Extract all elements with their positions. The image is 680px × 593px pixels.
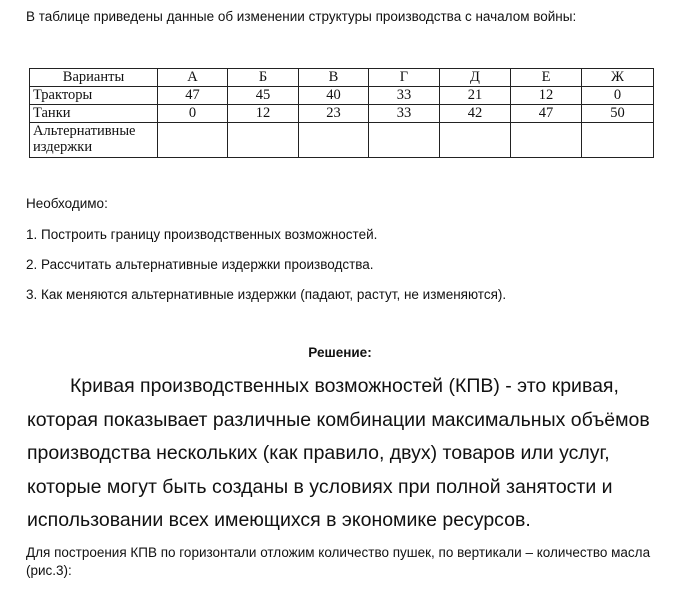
empty-cell bbox=[299, 123, 369, 158]
table-cell: 0 bbox=[158, 105, 228, 123]
empty-cell bbox=[440, 123, 511, 158]
table-cell: 47 bbox=[158, 87, 228, 105]
table-cell: 12 bbox=[511, 87, 582, 105]
header-variant-b: Б bbox=[228, 69, 299, 87]
empty-cell bbox=[158, 123, 228, 158]
empty-cell bbox=[511, 123, 582, 158]
table-cell: 33 bbox=[369, 105, 440, 123]
header-variant-zh: Ж bbox=[582, 69, 654, 87]
kpv-definition: Кривая производственных возможностей (КПВ) - это кривая, которая показывает различные комбинации максимальных объёмов производства нескольких (как правило, двух) товаров или услуг, которые могут быть созданы в условиях при полной занятости и использовании всех имеющихся в экономике ресурсов. bbox=[27, 375, 650, 531]
production-table bbox=[29, 68, 654, 158]
table-cell: 0 bbox=[582, 87, 654, 105]
table-row-tractors bbox=[30, 87, 654, 105]
table-cell: 47 bbox=[511, 105, 582, 123]
header-variants: Варианты bbox=[30, 69, 158, 87]
empty-cell bbox=[369, 123, 440, 158]
header-variant-a: А bbox=[158, 69, 228, 87]
table-cell: 50 bbox=[582, 105, 654, 123]
intro-text: В таблице приведены данные об изменении структуры производства с началом войны: bbox=[26, 9, 577, 24]
costs-label-line1: Альтернативные bbox=[33, 123, 136, 139]
table-cell: 40 bbox=[299, 87, 369, 105]
empty-cell bbox=[582, 123, 654, 158]
costs-label-line2: издержки bbox=[33, 139, 93, 155]
table-cell: 45 bbox=[228, 87, 299, 105]
task-item-1: 1. Построить границу производственных возможностей. bbox=[26, 227, 378, 242]
table-cell: 42 bbox=[440, 105, 511, 123]
table-row-opportunity-costs bbox=[30, 123, 654, 158]
row-label-opportunity-costs bbox=[30, 123, 158, 158]
table-row-tanks bbox=[30, 105, 654, 123]
table-cell: 21 bbox=[440, 87, 511, 105]
row-label-tractors: Тракторы bbox=[30, 87, 158, 105]
table-cell: 12 bbox=[228, 105, 299, 123]
empty-cell bbox=[228, 123, 299, 158]
construction-text: Для построения КПВ по горизонтали отложим количество пушек, по вертикали – количество масла (рис.3): bbox=[26, 545, 651, 578]
task-item-3: 3. Как меняются альтернативные издержки (падают, растут, не изменяются). bbox=[26, 287, 507, 302]
table-cell: 33 bbox=[369, 87, 440, 105]
header-variant-v: В bbox=[299, 69, 369, 87]
header-variant-e: Е bbox=[511, 69, 582, 87]
table-cell: 23 bbox=[299, 105, 369, 123]
task-title: Необходимо: bbox=[26, 196, 108, 211]
task-item-2: 2. Рассчитать альтернативные издержки производства. bbox=[26, 257, 374, 272]
header-variant-d: Д bbox=[440, 69, 511, 87]
solution-heading: Решение: bbox=[308, 345, 372, 360]
table-header-row bbox=[30, 69, 654, 87]
row-label-tanks: Танки bbox=[30, 105, 158, 123]
header-variant-g: Г bbox=[369, 69, 440, 87]
